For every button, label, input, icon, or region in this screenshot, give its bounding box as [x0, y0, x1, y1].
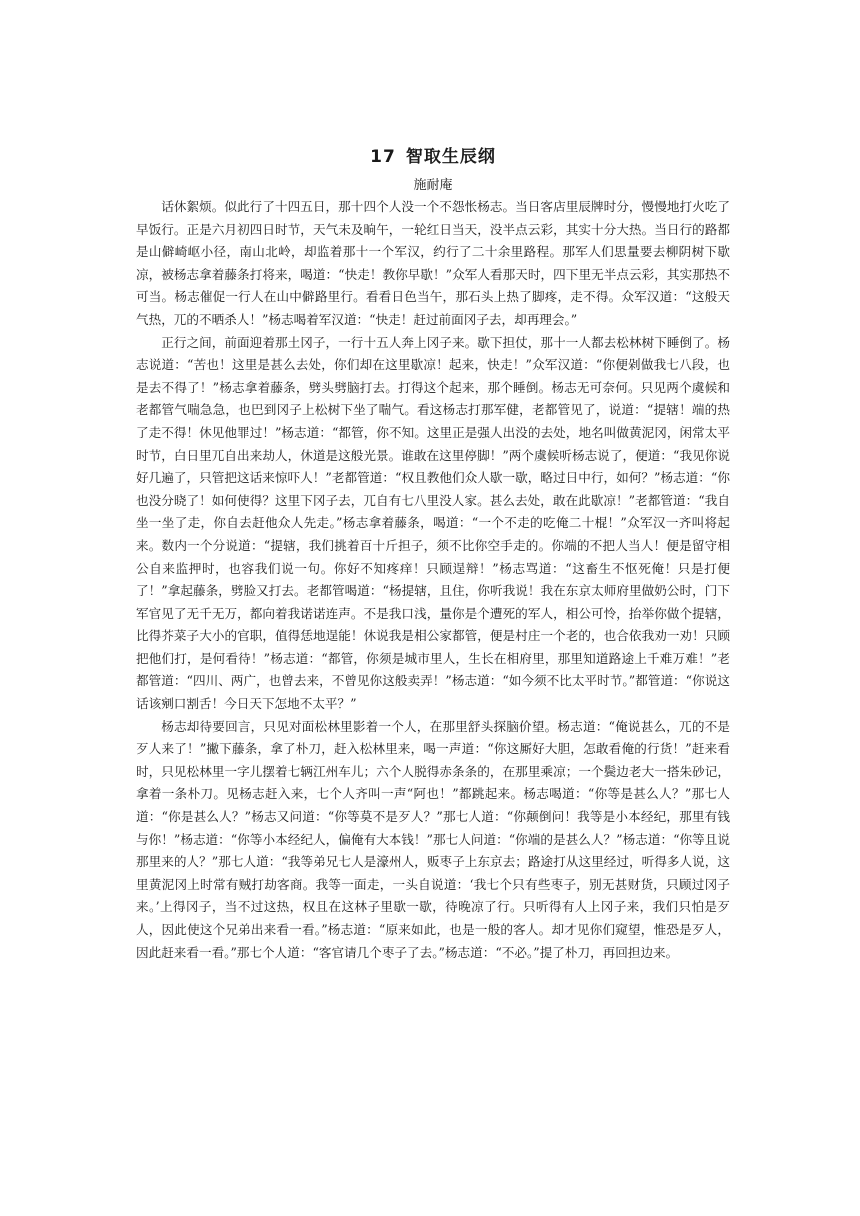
chapter-number: 17 [370, 147, 396, 167]
author-name: 施耐庵 [413, 178, 453, 193]
chapter-title [136, 146, 730, 168]
paragraph-3: 杨志却待要回言，只见对面松林里影着一个人，在那里舒头探脑价望。杨志道：“俺说甚么，兀的不是歹人来了！”撇下藤条，拿了朴刀，赶入松林里来，喝一声道：“你这厮好大胆，怎敢看俺的行货！”赶来看时，只见松林里一字儿摆着七辆江州车儿；六个人脱得赤条条的，在那里乘凉；一个鬓边老大一搭朱砂记，拿着一条朴刀。见杨志赶入来，七个人齐叫一声“阿也！”都跳起来。杨志喝道：“你等是甚么人？”那七人道：“你是甚么人？”杨志又问道：“你等莫不是歹人？”那七人道：“你颠倒问！我等是小本经纪，那里有钱与你！”杨志道：“你等小本经纪人，偏俺有大本钱！”那七人问道：“你端的是甚么人？”杨志道：“你等且说那里来的人？”那七人道：“我等弟兄七人是濠州人，贩枣子上东京去；路途打从这里经过，听得多人说，这里黄泥冈上时常有贼打劫客商。我等一面走，一头自说道：‘我七个只有些枣子，别无甚财货，只顾过冈子来。’上得冈子，当不过这热，权且在这林子里歇一歇，待晚凉了行。只听得有人上冈子来，我们只怕是歹人，因此使这个兄弟出来看一看。”杨志道：“原来如此，也是一般的客人。却才见你们窥望，惟恐是歹人，因此赶来看一看。”那七个人道：“客官请几个枣子了去。”杨志道：“不必。”提了朴刀，再回担边来。 [136, 718, 730, 960]
document-page [136, 146, 730, 964]
paragraph-2: 正行之间，前面迎着那土冈子，一行十五人奔上冈子来。歇下担仗，那十一人都去松林树下睡倒了。杨志说道：“苦也！这里是甚么去处，你们却在这里歇凉！起来，快走！”众军汉道：“你便剁做我七八段，也是去不得了！”杨志拿着藤条，劈头劈脑打去。打得这个起来，那个睡倒。杨志无可奈何。只见两个虞候和老都管气喘急急，也巴到冈子上松树下坐了喘气。看这杨志打那军健，老都管见了，说道：“提辖！端的热了走不得！休见他罪过！”杨志道：“都管，你不知。这里正是强人出没的去处，地名叫做黄泥冈，闲常太平时节，白日里兀自出来劫人，休道是这般光景。谁敢在这里停脚！”两个虞候听杨志说了，便道：“我见你说好几遍了，只管把这话来惊吓人！”老都管道：“权且教他们众人歇一歇，略过日中行，如何？”杨志道：“你也没分晓了！如何使得？这里下冈子去，兀自有七八里没人家。甚么去处，敢在此歇凉！”老都管道：“我自坐一坐了走，你自去赶他众人先走。”杨志拿着藤条，喝道：“一个不走的吃俺二十棍！”众军汉一齐叫将起来。数内一个分说道：“提辖，我们挑着百十斤担子，须不比你空手走的。你端的不把人当人！便是留守相公自来监押时，也容我们说一句。你好不知疼痒！只顾逞辩！”杨志骂道：“这畜生不怄死俺！只是打便了！”拿起藤条，劈脸又打去。老都管喝道：“杨提辖，且住，你听我说！我在东京太师府里做奶公时，门下军官见了无千无万，都向着我诺诺连声。不是我口浅，量你是个遭死的军人，相公可怜，抬举你做个提辖，比得芥菜子大小的官职，值得恁地逞能！休说我是相公家都管，便是村庄一个老的，也合依我劝一劝！只顾把他们打，是何看待！”杨志道：“都管，你须是城市里人，生长在相府里，那里知道路途上千难万难！”老都管道：“四川、两广，也曾去来，不曾见你这般卖弄！”杨志道：“如今须不比太平时节。”都管道：“你说这话该剜口割舌！今日天下怎地不太平？” [136, 334, 730, 712]
chapter-title-text: 智取生辰纲 [405, 147, 496, 167]
paragraph-1: 话休絮烦。似此行了十四五日，那十四个人没一个不怨怅杨志。当日客店里辰牌时分，慢慢地打火吃了早饭行。正是六月初四日时节，天气未及晌午，一轮红日当天，没半点云彩，其实十分大热。当日行的路都是山僻崎岖小径，南山北岭，却监着那十一个军汉，约行了二十余里路程。那军人们思量要去柳阴树下歇凉，被杨志拿着藤条打将来，喝道：“快走！教你早歇！”众军人看那天时，四下里无半点云彩，其实那热不可当。杨志催促一行人在山中僻路里行。看看日色当午，那石头上热了脚疼，走不得。众军汉道：“这般天气热，兀的不晒杀人！”杨志喝着军汉道：“快走！赶过前面冈子去，却再理会。” [136, 199, 730, 327]
